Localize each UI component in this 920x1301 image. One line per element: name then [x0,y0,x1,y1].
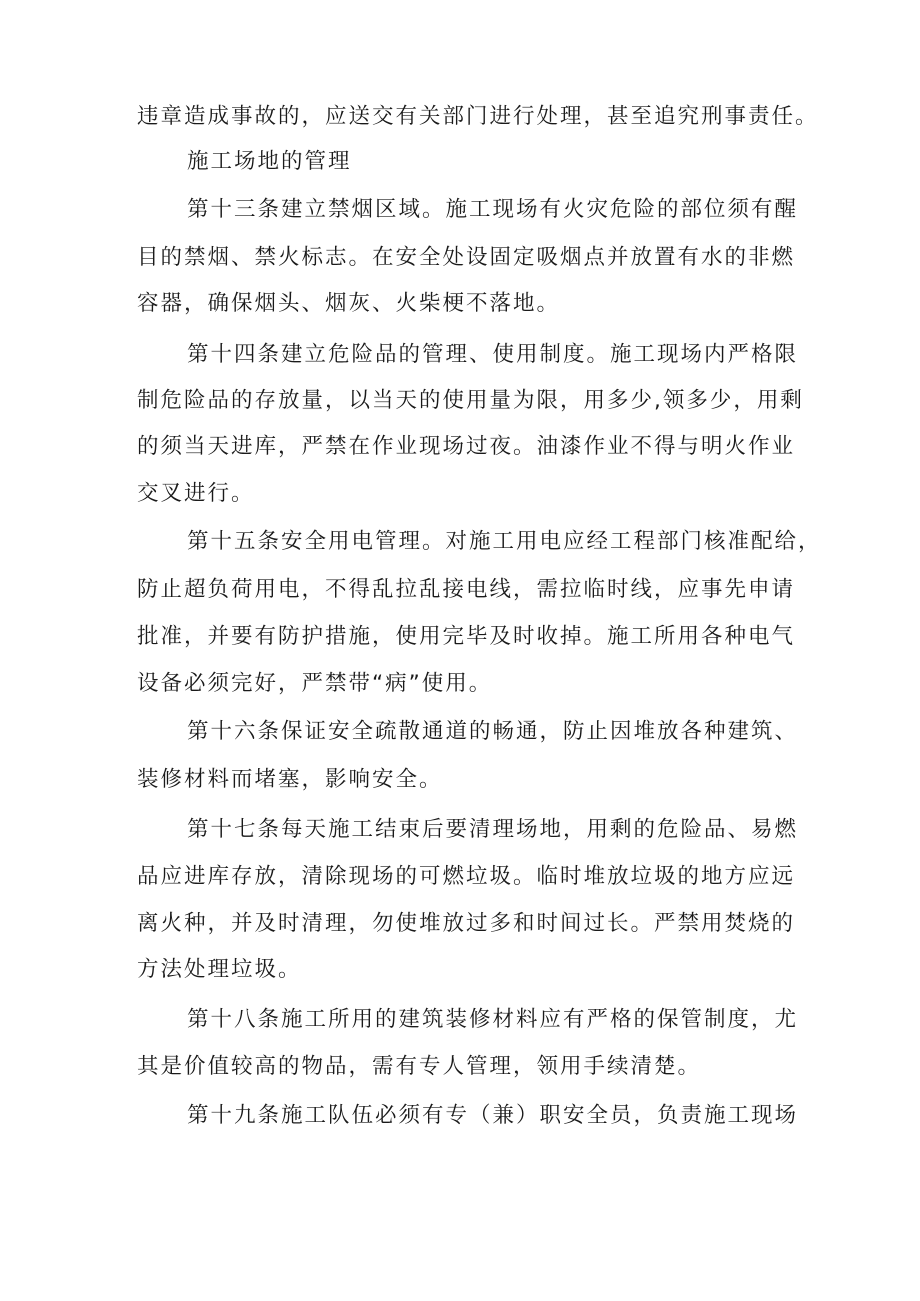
text-line: 第十三条建立禁烟区域。施工现场有火灾危险的部位须有醒 [187,197,799,222]
text-line: 第十五条安全用电管理。对施工用电应经工程部门核准配给， [187,529,822,554]
text-line: 批准，并要有防护措施，使用完毕及时收掉。施工所用各种电气 [137,624,796,649]
text-line: 第十八条施工所用的建筑装修材料应有严格的保管制度，尤 [187,1007,799,1032]
text-line: 装修材料而堵塞，影响安全。 [137,767,443,792]
text-line: 防止超负荷用电，不得乱拉乱接电线，需拉临时线，应事先申请 [137,577,796,602]
text-line: 第十四条建立危险品的管理、使用制度。施工现场内严格限 [187,342,799,367]
text-line: 违章造成事故的，应送交有关部门进行处理，甚至追究刑事责任。 [137,104,819,129]
text-line: 第十九条施工队伍必须有专（兼）职安全员，负责施工现场 [187,1103,799,1128]
text-line: 离火种，并及时清理，勿使堆放过多和时间过长。严禁用焚烧的 [137,911,796,936]
text-line: 其是价值较高的物品，需有专人管理，领用手续清楚。 [137,1054,702,1079]
section-heading: 施工场地的管理 [187,149,352,174]
text-line: 交叉进行。 [137,481,255,506]
text-line: 第十七条每天施工结束后要清理场地，用剩的危险品、易燃 [187,817,799,842]
text-line: 制危险品的存放量，以当天的使用量为限，用多少,领多少，用剩 [137,388,804,413]
text-line: 方法处理垃圾。 [137,957,302,982]
text-line: 的须当天进库，严禁在作业现场过夜。油漆作业不得与明火作业 [137,434,796,459]
text-line: 第十六条保证安全疏散通道的畅通，防止因堆放各种建筑、 [187,719,799,744]
text-line: 容器，确保烟头、烟灰、火柴梗不落地。 [137,291,561,316]
text-line: 品应进库存放，清除现场的可燃垃圾。临时堆放垃圾的地方应远 [137,864,796,889]
text-line: 设备必须完好，严禁带“病”使用。 [137,671,493,696]
text-line: 目的禁烟、禁火标志。在安全处设固定吸烟点并放置有水的非燃 [137,245,796,270]
